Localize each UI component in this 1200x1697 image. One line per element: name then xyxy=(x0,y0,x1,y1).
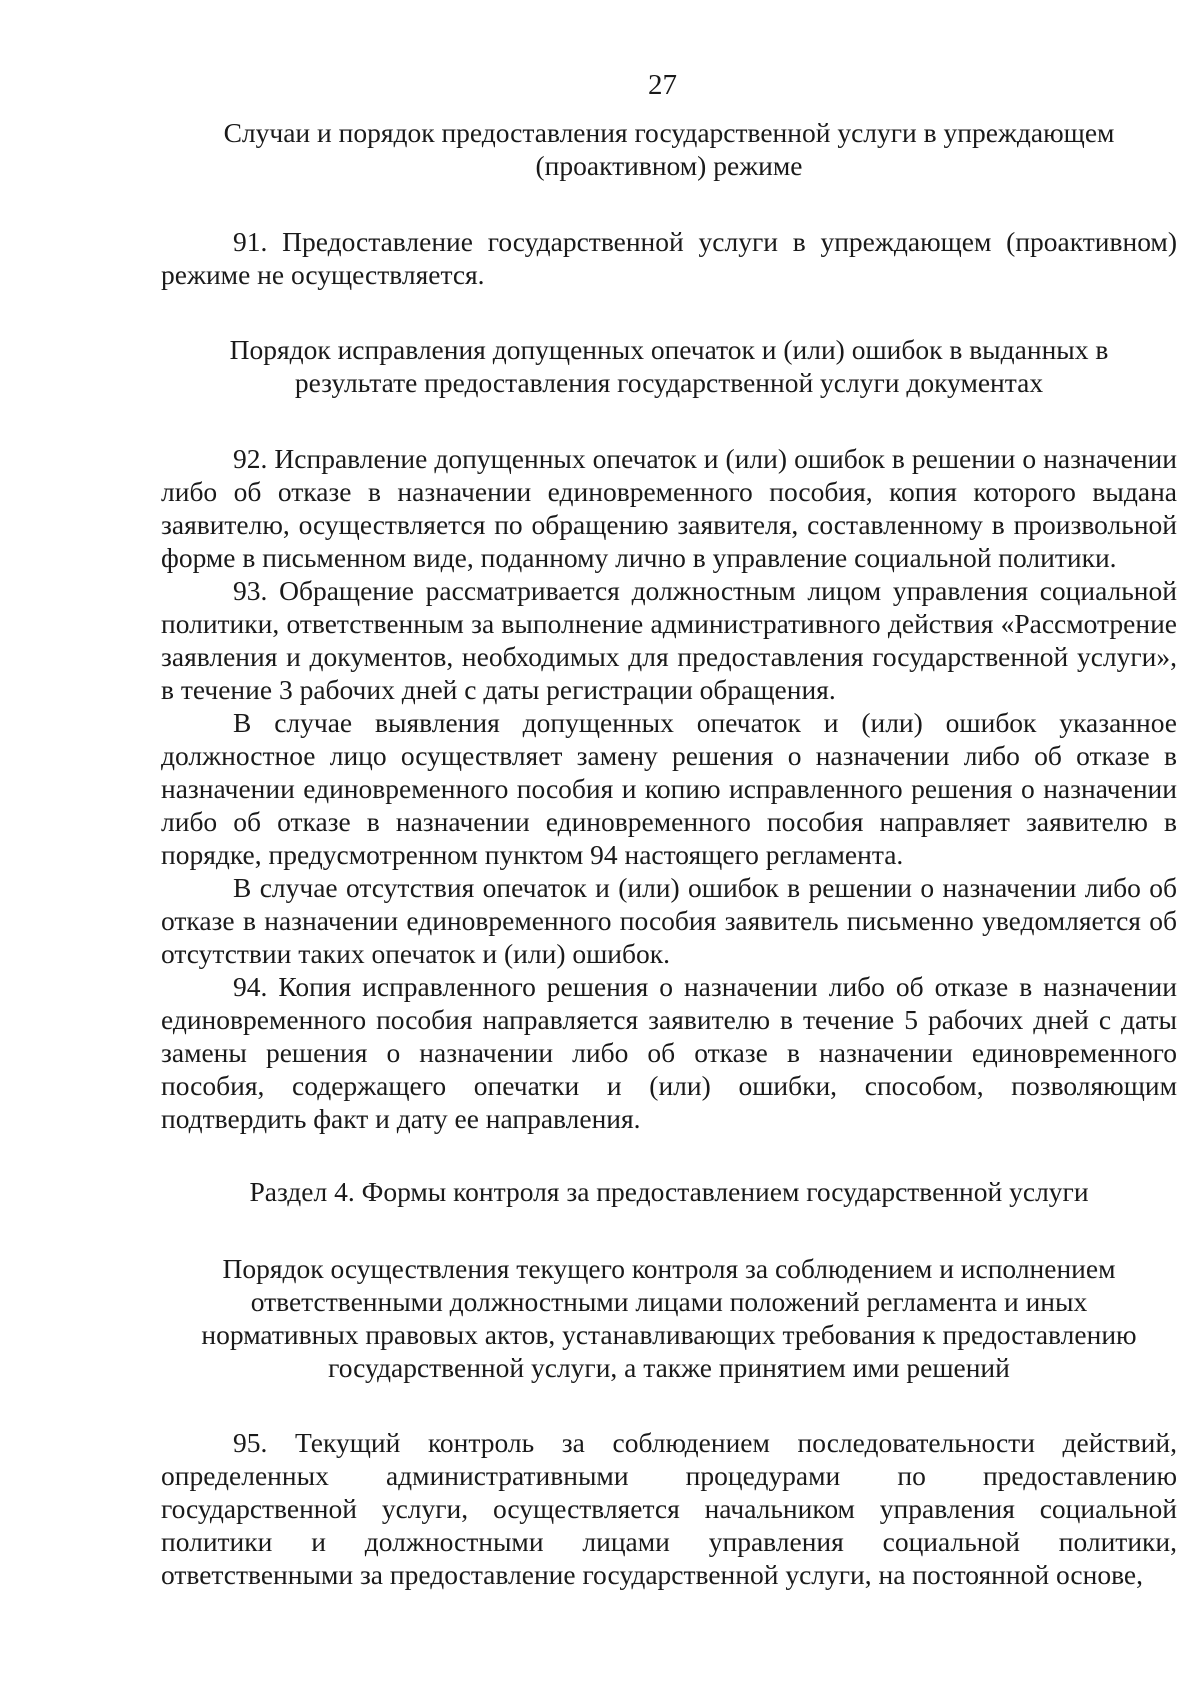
heading-line: ответственными должностными лицами положений регламента и иных xyxy=(250,1286,1088,1317)
document-body xyxy=(161,116,1177,1591)
heading-current-control xyxy=(161,1252,1177,1384)
heading-proactive-mode xyxy=(161,116,1177,182)
heading-line: результате предоставления государственной услуги документах xyxy=(294,367,1044,398)
paragraph-93-errors-found: В случае выявления допущенных опечаток и (или) ошибок указанное должностное лицо осуществляет замену решения о назначении либо об отказе в назначении единовременного пособия и копию исправленного решения о назначении либо об отказе в назначении единовременного пособия направляет заявителю в порядке, предусмотренном пунктом 94 настоящего регламента. xyxy=(161,707,1177,870)
heading-line: (проактивном) режиме xyxy=(535,150,803,181)
heading-line: государственной услуги, а также принятием ими решений xyxy=(328,1352,1010,1383)
heading-line: Порядок исправления допущенных опечаток и (или) ошибок в выданных в xyxy=(229,334,1109,365)
heading-line: нормативных правовых актов, устанавливающих требования к предоставлению xyxy=(201,1319,1137,1350)
page-number: 27 xyxy=(648,69,677,101)
paragraph-92: 92. Исправление допущенных опечаток и (или) ошибок в решении о назначении либо об отказе в назначении единовременного пособия, копия которого выдана заявителю, осуществляется по обращению заявителя, составленному в произвольной форме в письменном виде, поданному лично в управление социальной политики. xyxy=(161,443,1177,573)
section-4-title: Раздел 4. Формы контроля за предоставлением государственной услуги xyxy=(249,1176,1089,1207)
heading-line: Порядок осуществления текущего контроля за соблюдением и исполнением xyxy=(222,1253,1116,1284)
heading-line: Случаи и порядок предоставления государственной услуги в упреждающем xyxy=(223,117,1115,148)
paragraph-91: 91. Предоставление государственной услуги в упреждающем (проактивном) режиме не осуществляется. xyxy=(161,226,1177,290)
heading-corrections xyxy=(161,333,1177,399)
paragraph-93: 93. Обращение рассматривается должностным лицом управления социальной политики, ответственным за выполнение административного действия «Рассмотрение заявления и документов, необходимых для предоставления государственной услуги», в течение 3 рабочих дней с даты регистрации обращения. xyxy=(161,575,1177,705)
paragraph-93-no-errors: В случае отсутствия опечаток и (или) ошибок в решении о назначении либо об отказе в назначении единовременного пособия заявитель письменно уведомляется об отсутствии таких опечаток и (или) ошибок. xyxy=(161,872,1177,969)
paragraph-94: 94. Копия исправленного решения о назначении либо об отказе в назначении единовременного пособия направляется заявителю в течение 5 рабочих дней с даты замены решения о назначении либо об отказе в назначении единовременного пособия, содержащего опечатки и (или) ошибки, способом, позволяющим подтвердить факт и дату ее направления. xyxy=(161,971,1177,1134)
paragraph-95: 95. Текущий контроль за соблюдением последовательности действий, определенных административными процедурами по предоставлению государственной услуги, осуществляется начальником управления социальной политики и должностными лицами управления социальной политики, ответственными за предоставление государственной услуги, на постоянной основе, xyxy=(161,1427,1177,1590)
